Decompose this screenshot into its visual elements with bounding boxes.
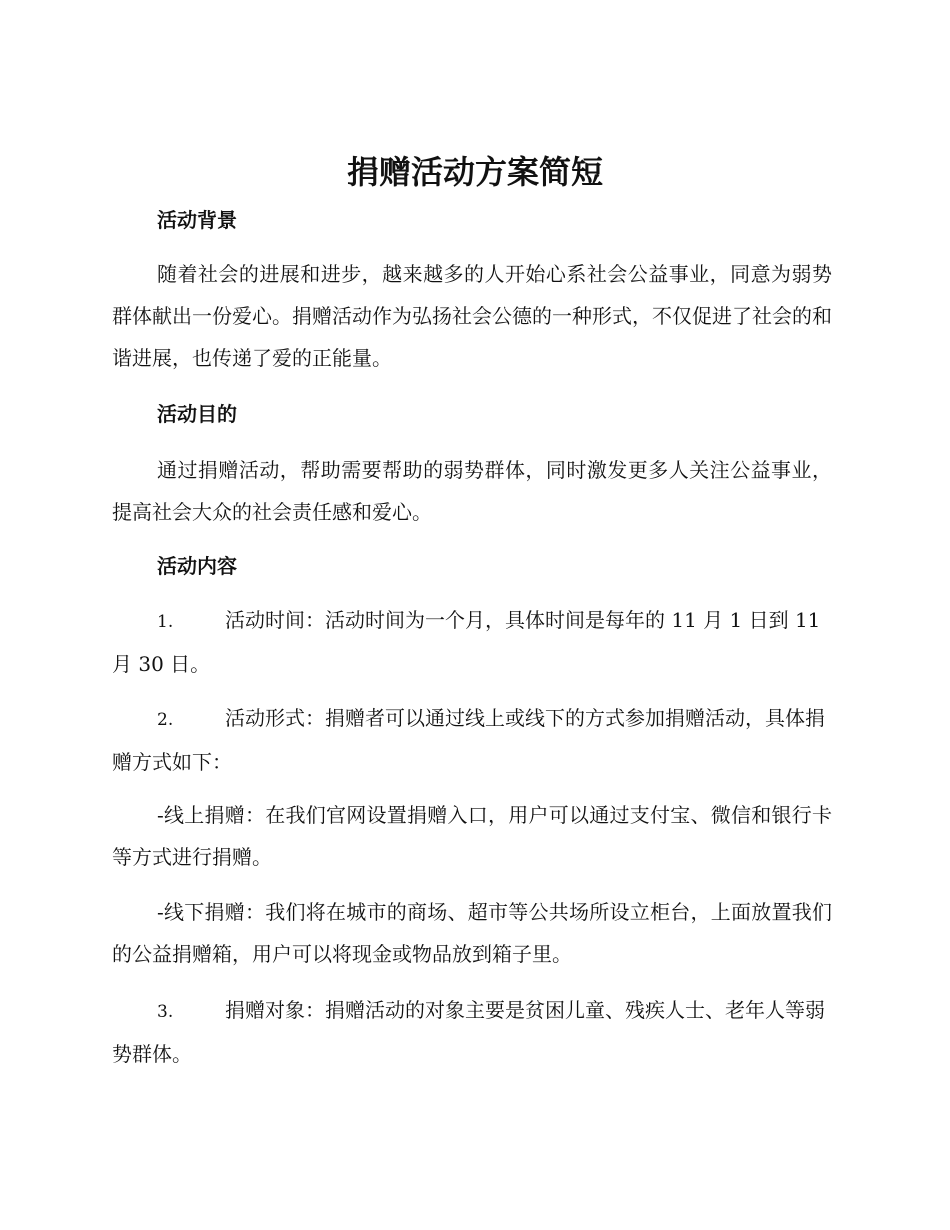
list-item-form	[112, 697, 832, 783]
paragraph-background: 随着社会的进展和进步，越来越多的人开始心系社会公益事业，同意为弱势群体献出一份爱心。捐赠活动作为弘扬社会公德的一种形式，不仅促进了社会的和谐进展，也传递了爱的正能量。	[112, 262, 832, 370]
list-item-time	[112, 599, 832, 685]
paragraph-purpose: 通过捐赠活动，帮助需要帮助的弱势群体，同时激发更多人关注公益事业，提高社会大众的社会责任感和爱心。	[112, 458, 832, 524]
section-heading-background: 活动背景	[157, 208, 237, 232]
list-number: 1.	[157, 612, 174, 632]
list-number: 3.	[157, 1002, 174, 1022]
list-item-target	[112, 989, 832, 1075]
list-item-text: 活动形式：捐赠者可以通过线上或线下的方式参加捐赠活动，具体捐赠方式如下：	[112, 706, 825, 774]
paragraph-offline-donation: -线下捐赠：我们将在城市的商场、超市等公共场所设立柜台，上面放置我们的公益捐赠箱，用户可以将现金或物品放到箱子里。	[112, 900, 832, 966]
paragraph-online-donation: -线上捐赠：在我们官网设置捐赠入口，用户可以通过支付宝、微信和银行卡等方式进行捐赠。	[112, 803, 832, 869]
document-title: 捐赠活动方案简短	[346, 153, 603, 191]
list-item-text: 活动时间：活动时间为一个月，具体时间是每年的 11 月 1 日到 11 月 30 日。	[112, 608, 821, 676]
section-heading-purpose: 活动目的	[157, 402, 237, 426]
section-heading-content: 活动内容	[157, 554, 237, 578]
list-item-text: 捐赠对象：捐赠活动的对象主要是贫困儿童、残疾人士、老年人等弱势群体。	[112, 998, 825, 1066]
list-number: 2.	[157, 710, 174, 730]
